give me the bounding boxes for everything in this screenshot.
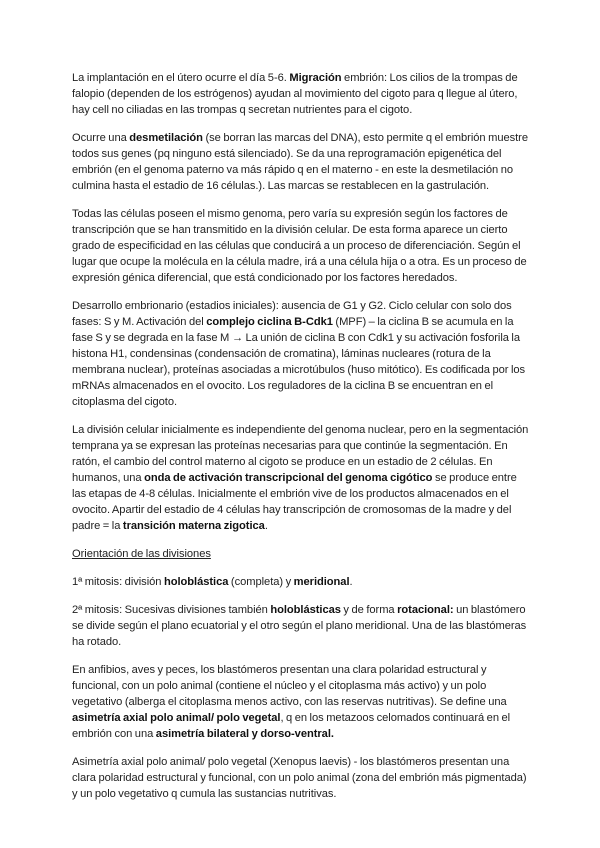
bold-term: Migración	[289, 72, 342, 84]
paragraph	[72, 70, 530, 118]
text-run: (completa) y	[228, 576, 294, 588]
paragraph	[72, 754, 530, 802]
text-run: y de forma	[340, 604, 398, 616]
bold-term: desmetilación	[129, 132, 203, 144]
paragraph	[72, 422, 530, 534]
text-run: se produce entre las etapas de 4-8 células. Inicialmente el embrión vive de los productos almacenados en el ovocito. Apartir del estadio de 4 células hay transcripción de cromosomas de la madre y del padre = la	[72, 472, 517, 532]
text-run: 2ª mitosis: Sucesivas divisiones también	[72, 604, 271, 616]
text-run: .	[264, 520, 268, 532]
text-run: La implantación en el útero ocurre el día 5-6.	[72, 72, 290, 84]
paragraph	[72, 574, 530, 590]
text-run: Desarrollo embrionario (estadios iniciales): ausencia de G1 y G2. Ciclo celular con solo dos fases: S y M. Activación del	[72, 300, 512, 328]
text-run: , q en los metazoos celomados continuará en el embrión con una	[72, 712, 511, 740]
bold-term: asimetría axial polo animal/ polo vegetal	[72, 712, 281, 724]
paragraph	[72, 206, 530, 286]
bold-term: holoblástica	[163, 576, 229, 588]
text-run: (se borran las marcas del DNA), esto permite q el embrión muestre todos sus genes (pq ninguno está silenciado). Se da una reprogramación epigenética del embrión (en el genoma paterno va más rápido q en el materno - en este la desmetilación no culmina hasta el estadio de 16 células.). Las marcas se restablecen en la gastrulación.	[72, 132, 528, 192]
text-run: un blastómero se divide según el plano ecuatorial y el otro según el plano meridional. Una de las blastómeras ha rotado.	[72, 604, 527, 648]
bold-term: complejo ciclina B-Cdk1	[206, 316, 333, 328]
text-run: Ocurre una	[72, 132, 130, 144]
paragraph	[72, 602, 530, 650]
bold-term: onda de activación transcripcional del genoma cigótico	[144, 472, 433, 484]
text-run: Todas las células poseen el mismo genoma, pero varía su expresión según los factores de transcripción que se han transmitido en la división celular. De esta forma aparece un cierto grado de especificidad en las células que conducirá a un proceso de diferenciación. Según el lugar que ocupe la molécula en la célula madre, irá a una célula hija o a otra. Es un proceso de expresión génica diferencial, que está condicionado por los factores heredados.	[72, 208, 527, 284]
paragraph	[72, 298, 530, 410]
section-heading	[72, 546, 530, 562]
bold-term: rotacional:	[397, 604, 454, 616]
text-run: La división celular inicialmente es independiente del genoma nuclear, pero en la segmentación temprana ya se expresan las proteínas necesarias para que continúe la segmentación. En ratón, el cambio del control materno al cigoto se produce en un estadio de 2 células. En humanos, una	[72, 424, 529, 484]
paragraph	[72, 130, 530, 194]
paragraph	[72, 662, 530, 742]
text-run: 1ª mitosis: división	[72, 576, 164, 588]
text-run: (MPF) – la ciclina B se acumula en la fase S y se degrada en la fase M → La unión de ciclina B con Cdk1 y su activación fosforila la histona H1, condensinas (condensación de cromatina), láminas nucleares (rotura de la membrana nuclear), proteínas asociadas a microtúbulos (huso mitótico). Es codificada por los mRNAs almacenados en el ovocito. Los reguladores de la ciclina B se encuentran en el citoplasma del cigoto.	[72, 316, 526, 408]
bold-term: asimetría bilateral y dorso-ventral.	[155, 728, 334, 740]
text-run: En anfibios, aves y peces, los blastómeros presentan una clara polaridad estructural y funcional, con un polo animal (contiene el núcleo y el citoplasma más activo) y un polo vegetativo (alberga el citoplasma menos activo, con las reservas nutritivas). Se define una	[72, 664, 507, 708]
text-run: embrión: Los cilios de la trompas de falopio (dependen de los estrógenos) ayudan al movimiento del cigoto para q llegue al útero, hay cell no ciliadas en las trompas q secretan nutrientes para el cigoto.	[72, 72, 518, 116]
bold-term: meridional	[293, 576, 350, 588]
bold-term: transición materna zigotica	[122, 520, 265, 532]
text-run: Orientación de las divisiones	[72, 548, 211, 560]
text-run: .	[349, 576, 353, 588]
bold-term: holoblásticas	[270, 604, 341, 616]
text-run: Asimetría axial polo animal/ polo vegetal (Xenopus laevis) - los blastómeros presentan una clara polaridad estructural y funcional, con un polo animal (zona del embrión más pigmentada) y un polo vegetativo q cumula las sustancias nutritivas.	[72, 756, 527, 800]
